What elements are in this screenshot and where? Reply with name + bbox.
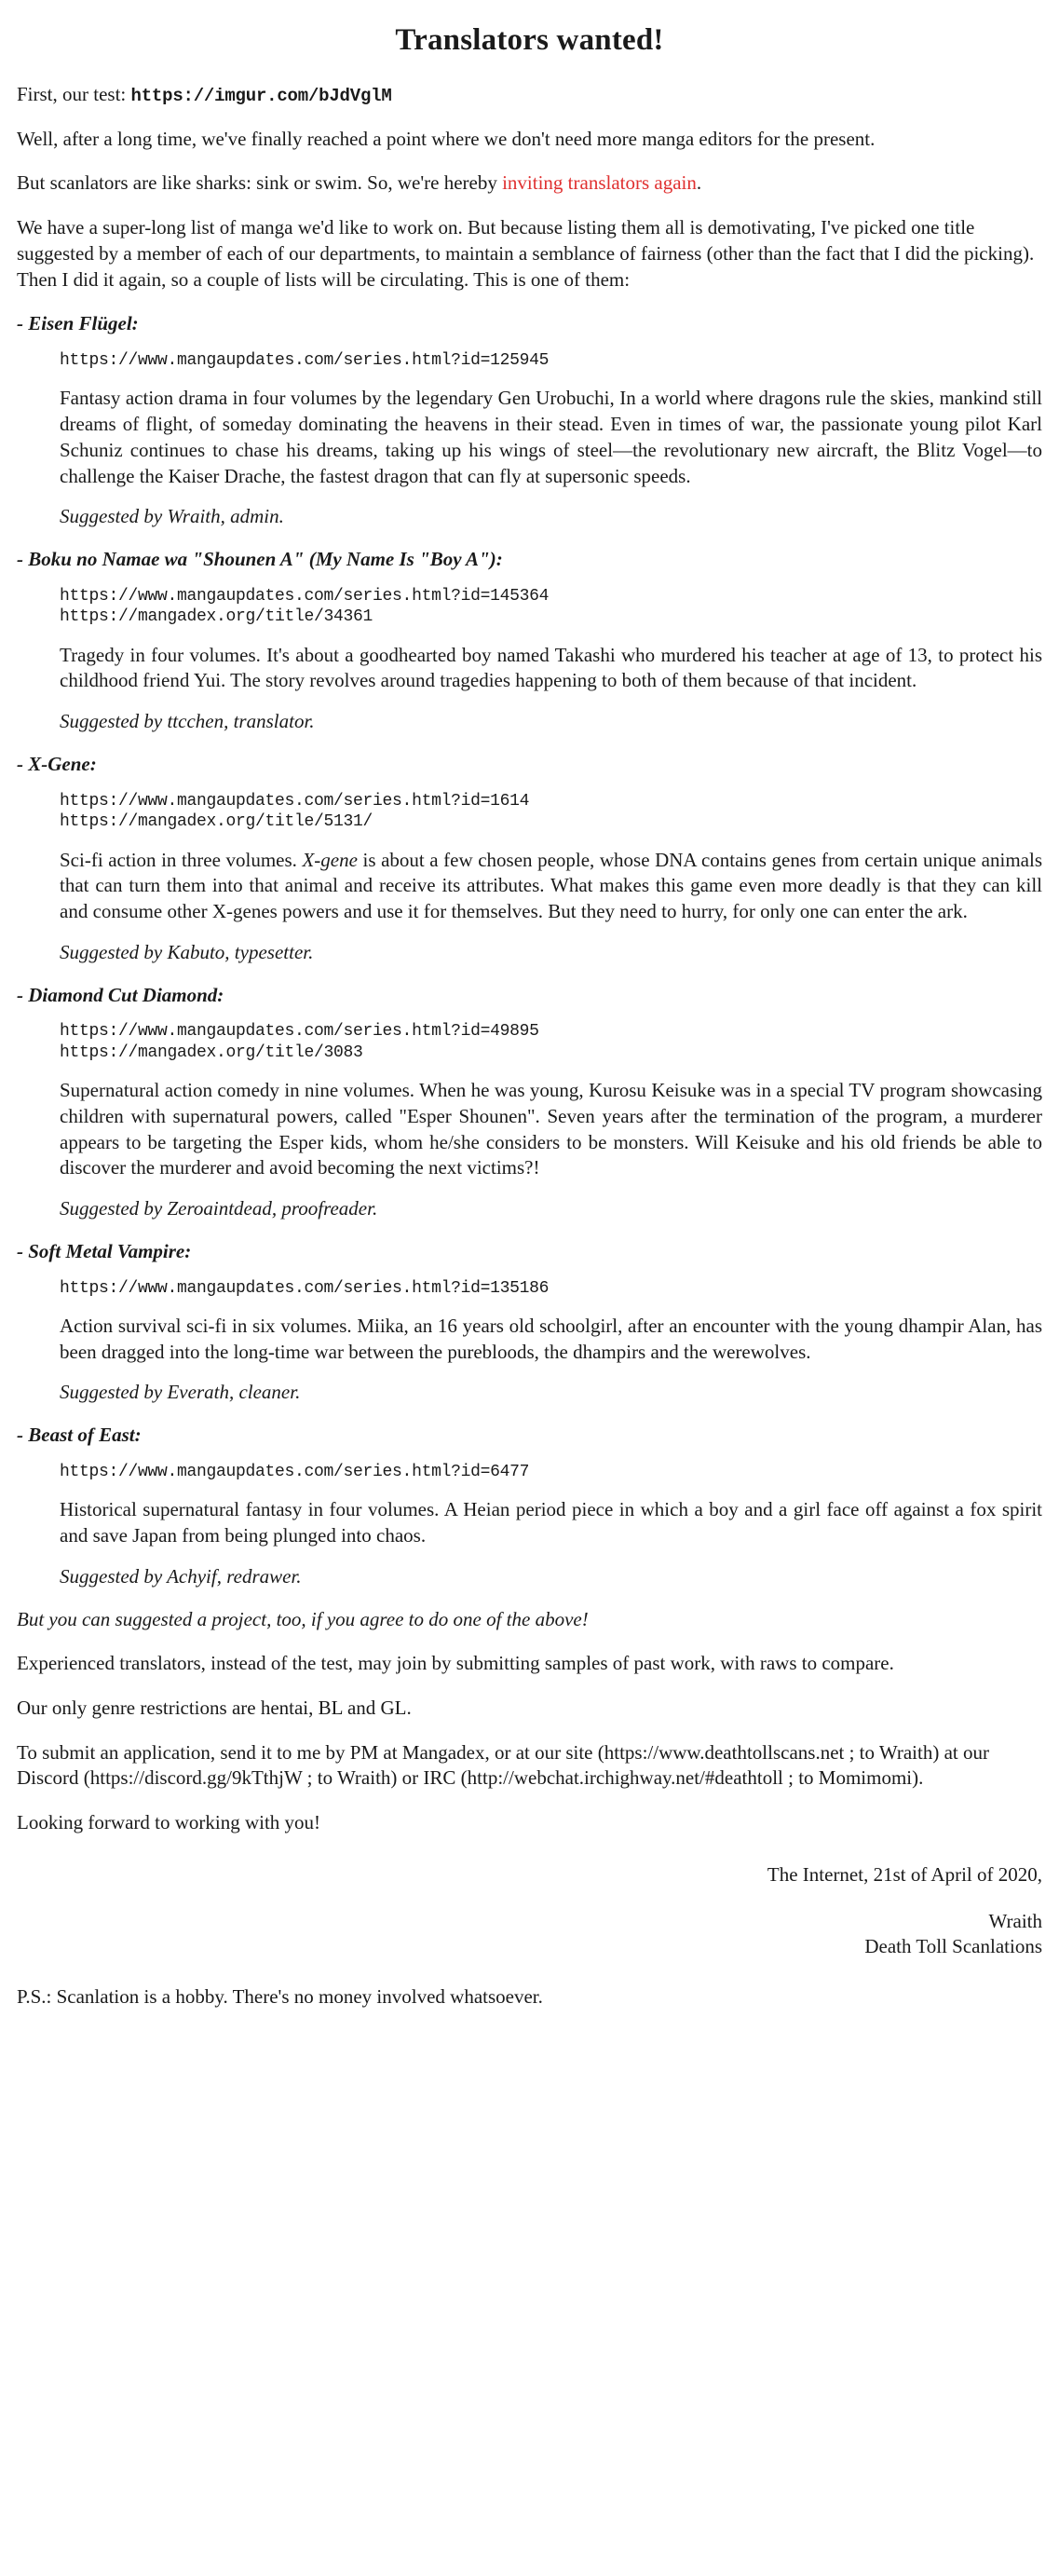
entry-links	[60, 1278, 1042, 1300]
entry-description-post: is about a few chosen people, whose DNA contains genes from certain unique animals that can turn them into that animal and receive its attributes. What makes this game even more deadly is that they can kill and consume other X-genes powers and use it for themselves. But they need to hurry, for only one can enter the ark.	[60, 848, 1042, 923]
manga-entry	[17, 752, 1042, 966]
entry-title: - Diamond Cut Diamond:	[17, 983, 224, 1006]
test-label: First, our test:	[17, 82, 131, 105]
page-title: Translators wanted!	[395, 23, 664, 57]
signature-group: Death Toll Scanlations	[864, 1935, 1042, 1958]
entry-links	[60, 350, 1042, 372]
entry-link[interactable]: https://mangadex.org/title/34361	[60, 607, 373, 627]
entry-links	[60, 1462, 1042, 1483]
test-line	[17, 82, 1042, 108]
entry-description: Fantasy action drama in four volumes by the legendary Gen Urobuchi, In a world where dragons rule the skies, mankind still dreams of flight, of someday dominating the heavens in their stead. Even in times of war, the passionate young pilot Karl Schuniz continues to chase his dreams, taking up his wings of steel—the revolutionary new aircraft, the Blitz Vogel—to challenge the Kaiser Drache, the fastest dragon that can fly at supersonic speeds.	[60, 387, 1042, 487]
entry-link[interactable]: https://www.mangaupdates.com/series.html?id=49895	[60, 1022, 539, 1042]
entry-links	[60, 586, 1042, 628]
entry-body	[60, 1021, 1042, 1222]
entry-link[interactable]: https://www.mangaupdates.com/series.html?id=125945	[60, 350, 550, 370]
entry-links	[60, 1021, 1042, 1063]
entry-link[interactable]: https://mangadex.org/title/3083	[60, 1043, 363, 1062]
signature-block	[17, 1862, 1042, 1960]
intro-p2-before: But scanlators are like sharks: sink or swim. So, we're hereby	[17, 171, 503, 195]
submit-application-note: To submit an application, send it to me by PM at Mangadex, or at our site (https://www.deathtollscans.net ; to Wraith) at our Discord (https://discord.gg/9kTthjW ; to Wraith) or IRC (http://webchat.irchighway.net/#deathtoll ; to Momimomi).	[17, 1740, 989, 1790]
entry-title: - Soft Metal Vampire:	[17, 1239, 192, 1262]
intro-paragraph-1: Well, after a long time, we've finally reached a point where we don't need more manga editors for the present.	[17, 127, 876, 150]
entry-body	[60, 1462, 1042, 1590]
entry-title: - Boku no Namae wa "Shounen A" (My Name Is "Boy A"):	[17, 548, 503, 571]
entry-suggested-by: Suggested by Achyif, redrawer.	[60, 1564, 302, 1588]
intro-paragraph-2	[17, 170, 1042, 197]
postscript: P.S.: Scanlation is a hobby. There's no money involved whatsoever.	[17, 1985, 543, 2009]
signature-date: The Internet, 21st of April of 2020,	[767, 1862, 1042, 1886]
entry-link[interactable]: https://www.mangaupdates.com/series.html?id=145364	[60, 586, 550, 606]
experienced-translators-note: Experienced translators, instead of the test, may join by submitting samples of past work, with raws to compare.	[17, 1652, 894, 1675]
entry-suggested-by: Suggested by Kabuto, typesetter.	[60, 940, 314, 963]
entry-title: - X-Gene:	[17, 752, 97, 775]
entry-body	[60, 586, 1042, 735]
suggest-project-note: But you can suggested a project, too, if you agree to do one of the above!	[17, 1607, 589, 1630]
manga-entry	[17, 547, 1042, 735]
intro-p2-after: .	[696, 171, 702, 195]
entry-link[interactable]: https://www.mangaupdates.com/series.html?id=6477	[60, 1462, 530, 1481]
entry-description: Tragedy in four volumes. It's about a goodhearted boy named Takashi who murdered his teacher at age of 13, to protect his childhood friend Yui. The story revolves around tragedies happening to both of them because of that incident.	[60, 643, 1042, 692]
entry-suggested-by: Suggested by Everath, cleaner.	[60, 1381, 301, 1404]
entry-links	[60, 791, 1042, 833]
entry-body	[60, 791, 1042, 966]
entry-title: - Eisen Flügel:	[17, 312, 139, 335]
intro-paragraph-3: We have a super-long list of manga we'd like to work on. But because listing them all is demotivating, I've picked one title suggested by a member of each of our departments, to maintain a semblance of fairness (other than the fact that I did the picking). Then I did it again, so a couple of lists will be circulating. This is one of them:	[17, 216, 1035, 291]
entry-description: Action survival sci-fi in six volumes. Miika, an 16 years old schoolgirl, after an encounter with the young dhampir Alan, has been dragged into the long-time war between the purebloods, the dhampirs and the werewolves.	[60, 1315, 1042, 1363]
entry-title: - Beast of East:	[17, 1424, 142, 1447]
entry-link[interactable]: https://mangadex.org/title/5131/	[60, 812, 373, 832]
genre-restrictions-note: Our only genre restrictions are hentai, BL and GL.	[17, 1697, 412, 1719]
looking-forward-note: Looking forward to working with you!	[17, 1811, 321, 1834]
entry-link[interactable]: https://www.mangaupdates.com/series.html?id=135186	[60, 1278, 550, 1298]
entry-body	[60, 1278, 1042, 1407]
document-body	[17, 20, 1042, 2010]
entry-description: Supernatural action comedy in nine volumes. When he was young, Kurosu Keisuke was in a special TV program showcasing children with supernatural powers, called "Esper Shounen". Seven years after the termination of the program, a murderer appears to be targeting the Esper kids, whom he/she considers to be monsters. Will Keisuke and his old friends be able to discover the murderer and avoid becoming the next victims?!	[60, 1079, 1042, 1179]
entry-link[interactable]: https://www.mangaupdates.com/series.html?id=1614	[60, 791, 530, 811]
manga-entry	[17, 983, 1042, 1222]
entry-description-pre: Sci-fi action in three volumes.	[60, 848, 303, 871]
signature-gap	[17, 1888, 1042, 1909]
entry-body	[60, 350, 1042, 530]
entry-suggested-by: Suggested by ttcchen, translator.	[60, 710, 315, 733]
test-url[interactable]: https://imgur.com/bJdVglM	[130, 85, 392, 106]
entry-description-emphasis: X-gene	[302, 848, 358, 871]
entry-description	[60, 848, 1042, 925]
entry-description: Historical supernatural fantasy in four volumes. A Heian period piece in which a boy and a girl face off against a fox spirit and save Japan from being plunged into chaos.	[60, 1498, 1042, 1547]
inviting-translators-highlight: inviting translators again	[502, 171, 697, 195]
signature-author: Wraith	[988, 1909, 1042, 1932]
manga-entry	[17, 311, 1042, 530]
manga-entry	[17, 1239, 1042, 1406]
manga-entry	[17, 1423, 1042, 1589]
entry-suggested-by: Suggested by Zeroaintdead, proofreader.	[60, 1197, 378, 1220]
entry-suggested-by: Suggested by Wraith, admin.	[60, 505, 284, 528]
